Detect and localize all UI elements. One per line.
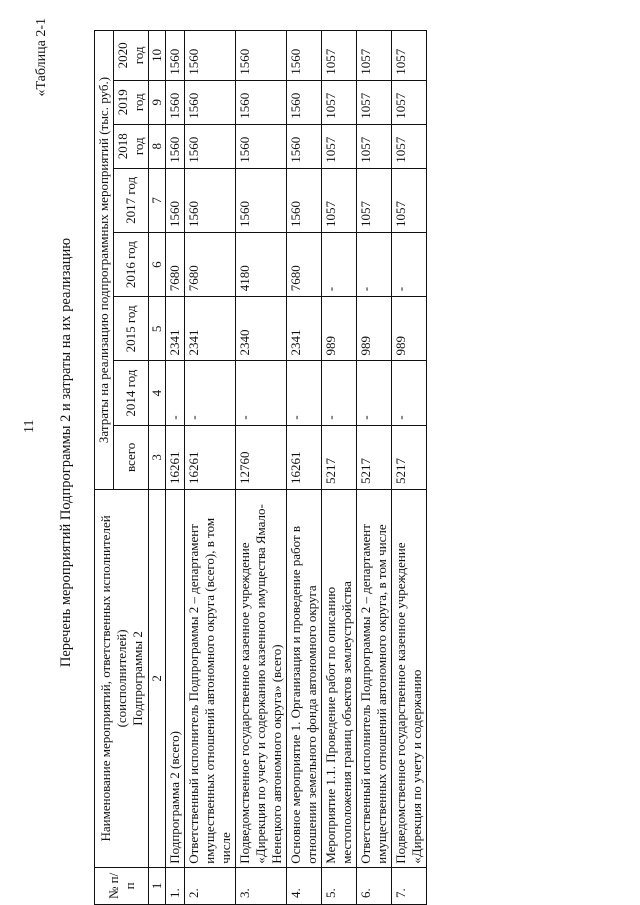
column-index-cell: 7 bbox=[149, 168, 166, 232]
cost-cell: 1057 bbox=[357, 168, 392, 232]
cost-cell: 7680 bbox=[287, 232, 322, 296]
cost-cell: 5217 bbox=[322, 425, 357, 489]
header-year-4: 2018 год bbox=[114, 124, 149, 168]
cost-cell: 16261 bbox=[166, 425, 185, 489]
cost-cell: 5217 bbox=[357, 425, 392, 489]
table-row bbox=[392, 31, 427, 905]
cost-cell: - bbox=[287, 361, 322, 425]
cost-cell: 1057 bbox=[357, 31, 392, 81]
table-row bbox=[357, 31, 392, 905]
page-number: 11 bbox=[22, 419, 37, 433]
row-name: Мероприятие 1.1. Проведение работ по описанию местоположения границ объектов землеустройства bbox=[322, 490, 357, 868]
column-index-cell: 5 bbox=[149, 297, 166, 361]
row-name: Ответственный исполнитель Подпрограммы 2 – департамент имущественных отношений автономного округа, в том числе bbox=[357, 490, 392, 868]
header-col-total: всего bbox=[114, 425, 149, 489]
activities-cost-table bbox=[94, 30, 427, 905]
column-index-cell: 8 bbox=[149, 124, 166, 168]
cost-cell: 1057 bbox=[392, 31, 427, 81]
cost-cell: 1560 bbox=[166, 124, 185, 168]
header-costs-group: Затраты на реализацию подпрограммных мероприятий (тыс. руб.) bbox=[95, 31, 114, 490]
cost-cell: - bbox=[392, 232, 427, 296]
cost-cell: 1560 bbox=[287, 80, 322, 124]
row-number: 4. bbox=[287, 867, 322, 904]
table-body bbox=[166, 31, 427, 905]
cost-cell: 2340 bbox=[236, 297, 287, 361]
column-index-cell: 9 bbox=[149, 80, 166, 124]
table-caption: Перечень мероприятий Подпрограммы 2 и затраты на их реализацию bbox=[58, 237, 74, 668]
cost-cell: 2341 bbox=[185, 297, 236, 361]
cost-cell: 7680 bbox=[166, 232, 185, 296]
cost-cell: - bbox=[166, 361, 185, 425]
cost-cell: 1560 bbox=[287, 31, 322, 81]
cost-cell: 2341 bbox=[166, 297, 185, 361]
cost-cell: 1560 bbox=[236, 124, 287, 168]
cost-cell: 1057 bbox=[322, 31, 357, 81]
row-number: 5. bbox=[322, 867, 357, 904]
header-year-3: 2017 год bbox=[114, 168, 149, 232]
cost-cell: - bbox=[357, 232, 392, 296]
cost-cell: 2341 bbox=[287, 297, 322, 361]
cost-cell: 7680 bbox=[185, 232, 236, 296]
cost-cell: 1560 bbox=[236, 31, 287, 81]
column-index-cell: 4 bbox=[149, 361, 166, 425]
cost-cell: 1560 bbox=[185, 31, 236, 81]
row-name: Подпрограмма 2 (всего) bbox=[166, 490, 185, 868]
cost-cell: 1560 bbox=[236, 168, 287, 232]
header-col-name bbox=[95, 490, 149, 868]
header-year-1: 2015 год bbox=[114, 297, 149, 361]
cost-cell: 989 bbox=[357, 297, 392, 361]
cost-cell: 16261 bbox=[185, 425, 236, 489]
table-row bbox=[287, 31, 322, 905]
cost-cell: 1560 bbox=[166, 168, 185, 232]
row-number: 6. bbox=[357, 867, 392, 904]
header-year-6: 2020 год bbox=[114, 31, 149, 81]
cost-cell: 1057 bbox=[357, 124, 392, 168]
cost-cell: 1560 bbox=[185, 168, 236, 232]
cost-cell: - bbox=[392, 361, 427, 425]
cost-cell: - bbox=[185, 361, 236, 425]
header-col-name-line2: Подпрограммы 2 bbox=[129, 631, 145, 726]
cost-cell: - bbox=[322, 361, 357, 425]
cost-cell: 989 bbox=[392, 297, 427, 361]
header-year-0: 2014 год bbox=[114, 361, 149, 425]
column-index-cell: 10 bbox=[149, 31, 166, 81]
header-year-2: 2016 год bbox=[114, 232, 149, 296]
row-number: 2. bbox=[185, 867, 236, 904]
cost-cell: - bbox=[322, 232, 357, 296]
row-number: 1. bbox=[166, 867, 185, 904]
column-index-cell: 6 bbox=[149, 232, 166, 296]
row-name: Подведомственное государственное казенное учреждение «Дирекция по учету и содержанию казенного имущества Ямало-Ненецкого автономного округа» (всего) bbox=[236, 490, 287, 868]
cost-cell: 1560 bbox=[185, 80, 236, 124]
cost-cell: 1560 bbox=[236, 80, 287, 124]
cost-cell: 1057 bbox=[392, 124, 427, 168]
table-row bbox=[166, 31, 185, 905]
table-row bbox=[236, 31, 287, 905]
cost-cell: 1057 bbox=[322, 168, 357, 232]
row-number: 3. bbox=[236, 867, 287, 904]
table-label: «Таблица 2-1 bbox=[34, 18, 49, 97]
cost-cell: 1057 bbox=[357, 80, 392, 124]
row-name: Основное мероприятие 1. Организация и проведение работ в отношении земельного фонда автономного округа bbox=[287, 490, 322, 868]
cost-cell: 1560 bbox=[287, 168, 322, 232]
cost-cell: 1057 bbox=[322, 124, 357, 168]
column-index-row bbox=[149, 31, 166, 905]
cost-cell: 16261 bbox=[287, 425, 322, 489]
column-index-cell: 3 bbox=[149, 425, 166, 489]
row-number: 7. bbox=[392, 867, 427, 904]
row-name: Подведомственное государственное казенное учреждение «Дирекция по учету и содержанию bbox=[392, 490, 427, 868]
cost-cell: 12760 bbox=[236, 425, 287, 489]
cost-cell: 1560 bbox=[166, 31, 185, 81]
column-index-cell: 1 bbox=[149, 867, 166, 904]
cost-cell: 1057 bbox=[392, 168, 427, 232]
table-row bbox=[322, 31, 357, 905]
row-name: Ответственный исполнитель Подпрограммы 2 – департамент имущественных отношений автономного округа (всего), в том числе bbox=[185, 490, 236, 868]
header-row-group bbox=[95, 31, 114, 905]
header-col-no: № п/п bbox=[95, 867, 149, 904]
cost-cell: - bbox=[236, 361, 287, 425]
column-index-cell: 2 bbox=[149, 490, 166, 868]
cost-cell: 1560 bbox=[287, 124, 322, 168]
cost-cell: 989 bbox=[322, 297, 357, 361]
cost-cell: 4180 bbox=[236, 232, 287, 296]
header-col-name-line1: Наименование мероприятий, ответственных исполнителей (соисполнителей) bbox=[97, 515, 129, 842]
cost-cell: 5217 bbox=[392, 425, 427, 489]
cost-cell: - bbox=[357, 361, 392, 425]
cost-cell: 1560 bbox=[185, 124, 236, 168]
table-row bbox=[185, 31, 236, 905]
cost-cell: 1057 bbox=[322, 80, 357, 124]
cost-cell: 1560 bbox=[166, 80, 185, 124]
header-year-5: 2019 год bbox=[114, 80, 149, 124]
cost-cell: 1057 bbox=[392, 80, 427, 124]
